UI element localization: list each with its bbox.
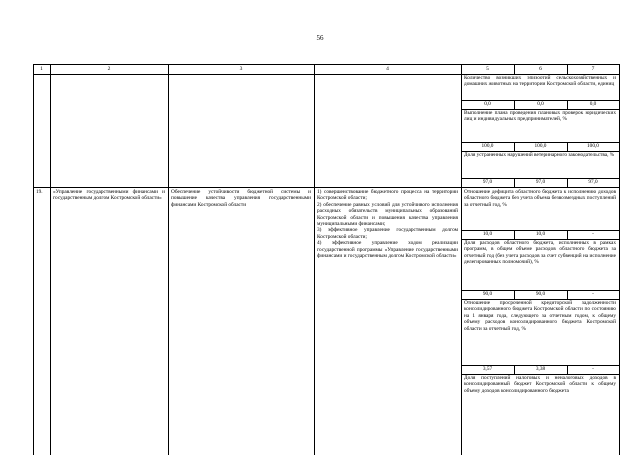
table-border (50, 65, 51, 455)
indicator-value: 100,0 (587, 143, 599, 149)
program-goal: Обеспечение устойчивости бюджетной системы и повышение качества управления государственными финансами Костромской области (171, 189, 311, 208)
table-border (33, 187, 620, 188)
table-border (567, 230, 568, 239)
column-header: 7 (591, 66, 595, 72)
column-header: 3 (239, 66, 243, 72)
indicator-value: 97,0 (482, 179, 493, 185)
indicator-value: - (592, 366, 594, 372)
indicator-value: 10,0 (535, 231, 546, 237)
table-border (461, 65, 462, 455)
table-border (514, 100, 515, 109)
indicator-name: Доля расходов областного бюджета, исполненных в рамках программ, в общем объеме расходов областного бюджета за отчетный год (без учета расходов за счет субвенций на исполнение делегированных полномочий), % (464, 240, 616, 266)
column-header: 6 (539, 66, 542, 72)
task-item: 4) эффективное управление ходом реализации государственной программы «Управление государственными финансами и государственным долгом Костромской области» (317, 240, 458, 260)
task-item: 3) эффективное управление государственным долгом Костромской области; (317, 227, 458, 240)
indicator-value: 90,0 (535, 291, 546, 297)
table-border (567, 365, 568, 374)
indicator-value: 3,57 (482, 366, 493, 372)
table-border (514, 365, 515, 374)
indicator-value: 90,0 (482, 291, 493, 297)
indicator-value: - (592, 231, 594, 237)
column-header: 2 (107, 66, 111, 72)
row-number: 19. (36, 189, 43, 195)
indicator-name: Отношение просроченной кредиторской задолженности консолидированного бюджета Костромской области по состоянию на 1 января года, следующего за отчетным годом, к общему объему расходов консолидированного бюджета Костромской области за отчетный год, % (464, 300, 616, 332)
indicator-name: Количество возникших эпизоотий сельскохозяйственных и домашних животных на территории Костромской области, единиц (464, 75, 616, 88)
table-border (619, 65, 620, 455)
indicator-value: 100,0 (534, 143, 547, 149)
table-border (514, 290, 515, 299)
indicator-value: 97,0 (535, 179, 546, 185)
indicator-name: Доля поступлений налоговых и неналоговых доходов в консолидированный бюджет Костромской области к общему объему доходов консолидированного бюджета (464, 375, 616, 394)
indicator-name: Отношение дефицита областного бюджета к исполнению доходов областного бюджета без учета объема безвозмездных поступлений за отчетный год, % (464, 189, 616, 208)
indicator-name: Выполнение плана проведения плановых проверок юридических лиц и индивидуальных предпринимателей, % (464, 110, 616, 123)
indicator-value: 3,38 (535, 366, 546, 372)
indicator-value: 0,0 (484, 101, 491, 107)
column-header: 4 (386, 66, 389, 72)
indicator-value: 0,0 (589, 101, 597, 107)
program-table (33, 64, 620, 455)
table-border (567, 290, 568, 299)
indicator-value: 0,0 (537, 101, 544, 107)
table-border (514, 178, 515, 187)
table-border (514, 230, 515, 239)
indicator-value: - (592, 291, 594, 297)
table-border (567, 142, 568, 151)
table-border (514, 65, 515, 74)
indicator-name: Доля устраненных нарушений ветеринарного законодательства, % (464, 152, 615, 158)
table-border (567, 178, 568, 187)
indicator-value: 10,0 (482, 231, 493, 237)
task-item: 1) совершенствование бюджетного процесса на территории Костромской области; (317, 189, 458, 202)
table-border (514, 142, 515, 151)
table-border (567, 65, 568, 74)
table-border (314, 65, 315, 455)
program-name: «Управление государственными финансами и государственным долгом Костромской области» (53, 189, 165, 202)
indicator-value: 97,0 (588, 179, 598, 185)
task-item: 2) обеспечение равных условий для устойчивого исполнения расходных обязательств муниципальных образований Костромской области и повышения качества управления муниципальными финансами; (317, 201, 458, 228)
table-border (168, 65, 169, 455)
column-header: 1 (40, 66, 43, 72)
indicator-value: 100,0 (481, 143, 494, 149)
table-border (567, 100, 568, 109)
program-tasks (317, 189, 458, 259)
page-number: 56 (316, 34, 324, 42)
column-header: 5 (486, 66, 489, 72)
table-border (33, 65, 34, 455)
